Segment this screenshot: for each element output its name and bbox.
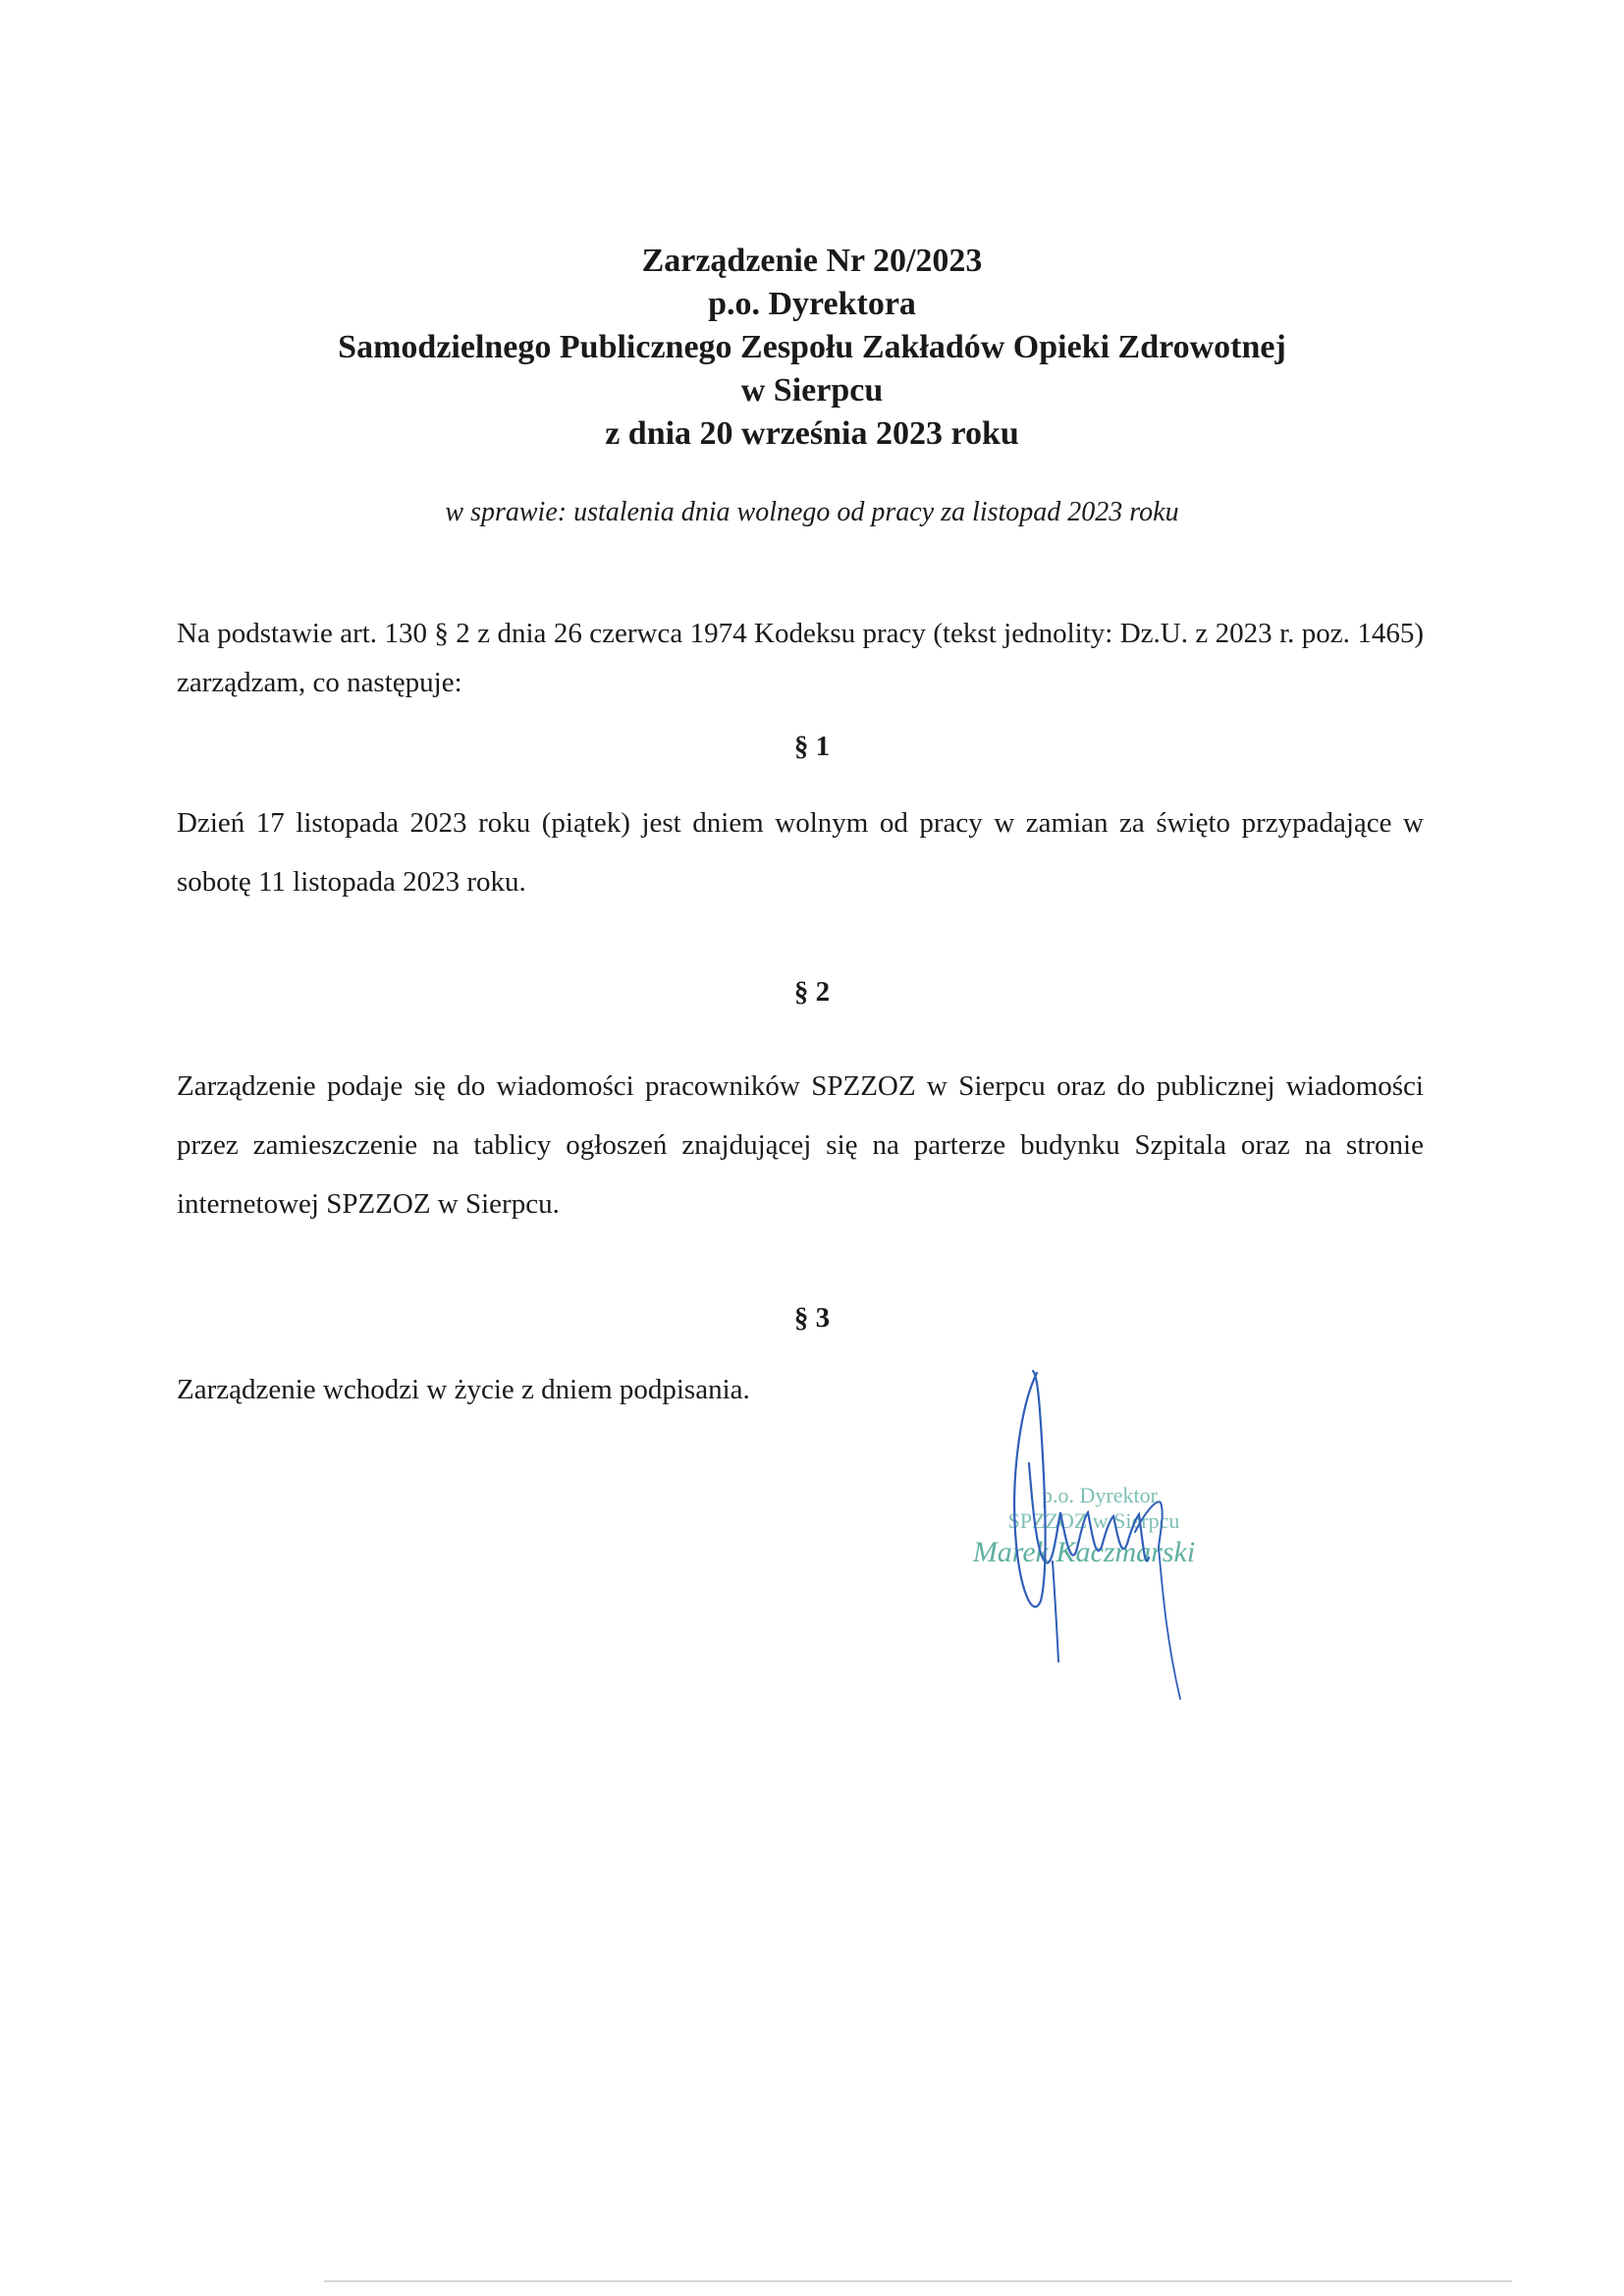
institution-location: w Sierpcu: [740, 372, 884, 409]
issuer-title: p.o. Dyrektora: [708, 286, 916, 322]
handwritten-signature: [943, 1365, 1237, 1719]
institution-name: Samodzielnego Publicznego Zespołu Zakładów Opieki Zdrowotnej: [338, 329, 1286, 365]
legal-basis-paragraph: Na podstawie art. 130 § 2 z dnia 26 czerwca 1974 Kodeksu pracy (tekst jednolity: Dz.U. z 2023 r. poz. 1465) zarządzam, co następuje:: [177, 618, 1424, 698]
director-stamp: [943, 1365, 1237, 1719]
order-date: z dnia 20 września 2023 roku: [605, 415, 1019, 452]
section-2-text: Zarządzenie podaje się do wiadomości pracowników SPZZOZ w Sierpcu oraz do publicznej wiadomości przez zamieszczenie na tablicy ogłoszeń znajdującej się na parterze budynku Szpitala oraz na stronie internetowej SPZZOZ w Sierpcu.: [177, 1070, 1424, 1220]
stamp-name: Marek Kaczmarski: [972, 1536, 1196, 1568]
order-number: Zarządzenie Nr 20/2023: [641, 243, 983, 279]
section-1-mark: § 1: [793, 731, 831, 762]
section-2-mark: § 2: [793, 976, 831, 1008]
document-header: [0, 240, 1624, 456]
stamp-institution: SPZZOZ w Sierpcu: [1007, 1508, 1180, 1533]
section-1-text: Dzień 17 listopada 2023 roku (piątek) jest dniem wolnym od pracy w zamian za święto przypadające w sobotę 11 listopada 2023 roku.: [177, 807, 1424, 898]
stamp-title: p.o. Dyrektor: [1042, 1483, 1158, 1507]
section-3-mark: § 3: [793, 1302, 831, 1334]
scan-edge-line: [324, 2280, 1512, 2282]
section-3-text: Zarządzenie wchodzi w życie z dniem podpisania.: [177, 1374, 750, 1405]
order-subject: w sprawie: ustalenia dnia wolnego od pracy za listopad 2023 roku: [445, 497, 1179, 527]
